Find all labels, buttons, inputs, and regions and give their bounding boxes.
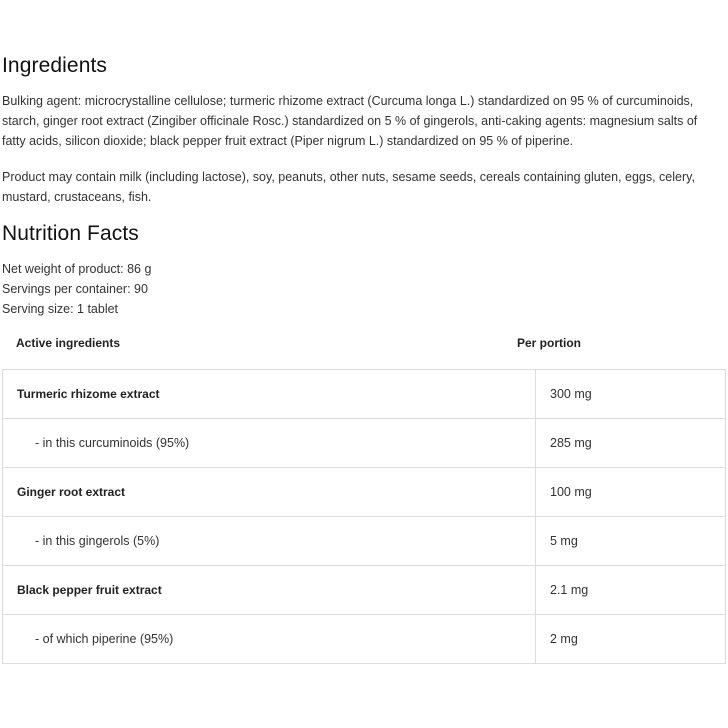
nutrition-meta xyxy=(2,259,151,319)
ingredient-value: 5 mg xyxy=(536,517,726,566)
table-header xyxy=(2,334,726,354)
ingredient-name: - in this gingerols (5%) xyxy=(3,517,536,566)
table-row xyxy=(3,615,726,664)
ingredient-value: 2 mg xyxy=(536,615,726,664)
ingredient-name: - of which piperine (95%) xyxy=(3,615,536,664)
serving-size: Serving size: 1 tablet xyxy=(2,302,119,316)
table-row xyxy=(3,370,726,419)
table-row xyxy=(3,419,726,468)
table-row xyxy=(3,468,726,517)
ingredient-name: Ginger root extract xyxy=(3,468,536,517)
column-header-per-portion: Per portion xyxy=(517,336,582,350)
ingredient-name: - in this curcuminoids (95%) xyxy=(3,419,536,468)
table-row xyxy=(3,566,726,615)
column-header-active-ingredients: Active ingredients xyxy=(16,336,121,350)
ingredients-heading: Ingredients xyxy=(2,54,108,77)
net-weight: Net weight of product: 86 g xyxy=(2,262,152,276)
ingredient-value: 300 mg xyxy=(536,370,726,419)
servings-per-container: Servings per container: 90 xyxy=(2,282,148,296)
nutrition-table xyxy=(2,369,726,664)
ingredient-value: 285 mg xyxy=(536,419,726,468)
nutrition-heading: Nutrition Facts xyxy=(2,222,139,245)
allergen-text: Product may contain milk (including lactose), soy, peanuts, other nuts, sesame seeds, cereals containing gluten, eggs, celery, mustard, crustaceans, fish. xyxy=(2,170,695,204)
ingredients-text: Bulking agent: microcrystalline cellulose; turmeric rhizome extract (Curcuma longa L.) standardized on 95 % of curcuminoids, starch, ginger root extract (Zingiber officinale Rosc.) standardized on 5 % of gingerols, anti-caking agents: magnesium salts of fatty acids, silicon dioxide; black pepper fruit extract (Piper nigrum L.) standardized on 95 % of piperine. xyxy=(2,94,698,148)
ingredient-value: 100 mg xyxy=(536,468,726,517)
ingredient-name: Black pepper fruit extract xyxy=(3,566,536,615)
ingredient-name: Turmeric rhizome extract xyxy=(3,370,536,419)
ingredient-value: 2.1 mg xyxy=(536,566,726,615)
table-row xyxy=(3,517,726,566)
